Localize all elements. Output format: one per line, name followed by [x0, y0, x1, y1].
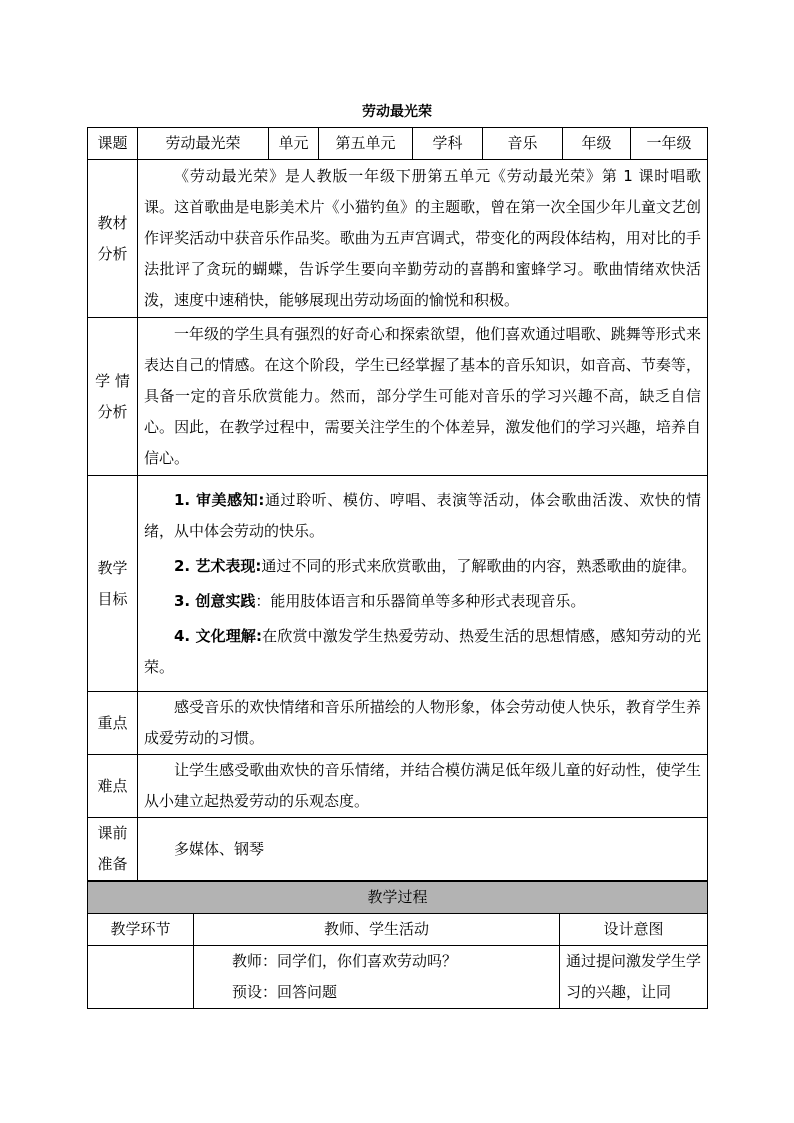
unit-label: 单元: [269, 128, 319, 160]
goal-title: 3. 创意实践: [174, 591, 256, 610]
students-label: [88, 318, 138, 476]
subject-value: 音乐: [483, 128, 563, 160]
goal-text: 通过不同的形式来欣赏歌曲，了解歌曲的内容，熟悉歌曲的旋律。: [261, 556, 697, 575]
process-intent-cell: 通过提问激发学生学习的兴趣，让同: [560, 946, 708, 1009]
preparation-label: [88, 818, 138, 881]
goal-item: [144, 551, 701, 582]
header-row: [88, 128, 708, 160]
process-heading-row: [88, 882, 708, 914]
activity-line: 教师：同学们，你们喜欢劳动吗？: [232, 952, 458, 970]
goal-text: 通过聆听、模仿、哼唱、表演等活动，体会歌曲活泼、欢快的情绪，从中体会劳动的快乐。: [144, 490, 701, 540]
goal-title: 4. 文化理解:: [174, 626, 263, 645]
preparation-text: 多媒体、钢琴: [138, 818, 708, 881]
goals-row: [88, 476, 708, 692]
analysis-label-line1: 教材: [97, 213, 128, 232]
difficulty-text: 让学生感受歌曲欢快的音乐情绪，并结合模仿满足低年级儿童的好动性，使学生从小建立起热爱劳动的乐观态度。: [138, 755, 708, 818]
analysis-text: 《劳动最光荣》是人教版一年级下册第五单元《劳动最光荣》第 1 课时唱歌课。这首歌曲是电影美术片《小猫钓鱼》的主题歌，曾在第一次全国少年儿童文艺创作评奖活动中获音乐作品奖。歌曲为五声宫调式，带变化的两段体结构，用对比的手法批评了贪玩的蝴蝶，告诉学生要向辛勤劳动的喜鹊和蜜蜂学习。歌曲情绪欢快活泼，速度中速稍快，能够展现出劳动场面的愉悦和积极。: [138, 160, 708, 318]
key-point-text: 感受音乐的欢快情绪和音乐所描绘的人物形象，体会劳动使人快乐，教育学生养成爱劳动的习惯。: [138, 692, 708, 755]
analysis-label-line2: 分析: [97, 244, 128, 263]
goal-item: [144, 485, 701, 547]
lesson-info-table: [87, 127, 708, 881]
page-title: 劳动最光荣: [362, 104, 432, 120]
goals-content: [138, 476, 708, 692]
course-value: 劳动最光荣: [138, 128, 269, 160]
subject-label: 学科: [413, 128, 483, 160]
difficulty-label: 难点: [88, 755, 138, 818]
goals-label-line2: 目标: [97, 589, 128, 608]
preparation-label-line1: 课前: [97, 824, 128, 842]
col-activity: 教师、学生活动: [194, 914, 560, 946]
activity-line: 预设：回答问题: [232, 983, 338, 1001]
process-table: [87, 881, 708, 1009]
goal-text: 在欣赏中激发学生热爱劳动、热爱生活的思想情感，感知劳动的光荣。: [144, 626, 701, 676]
process-stage-cell: [88, 946, 194, 1009]
students-label-line1: 学 情: [95, 371, 130, 390]
goal-item: [144, 621, 701, 683]
goal-title: 1. 审美感知:: [174, 490, 265, 509]
process-activity-cell: [194, 946, 560, 1009]
goals-label: [88, 476, 138, 692]
difficulty-row: [88, 755, 708, 818]
process-columns-row: [88, 914, 708, 946]
students-label-line2: 分析: [97, 402, 128, 421]
preparation-label-line2: 准备: [97, 855, 128, 873]
analysis-label: [88, 160, 138, 318]
goal-item: [144, 586, 701, 617]
process-row: [88, 946, 708, 1009]
students-text: 一年级的学生具有强烈的好奇心和探索欲望，他们喜欢通过唱歌、跳舞等形式来表达自己的情感。在这个阶段，学生已经掌握了基本的音乐知识，如音高、节奏等，具备一定的音乐欣赏能力。然而，部分学生可能对音乐的学习兴趣不高，缺乏自信心。因此，在教学过程中，需要关注学生的个体差异，激发他们的学习兴趣，培养自信心。: [138, 318, 708, 476]
preparation-row: [88, 818, 708, 881]
course-label: 课题: [88, 128, 138, 160]
key-point-row: [88, 692, 708, 755]
analysis-row: [88, 160, 708, 318]
grade-label: 年级: [563, 128, 631, 160]
key-point-label: 重点: [88, 692, 138, 755]
process-heading: 教学过程: [88, 882, 708, 914]
students-row: [88, 318, 708, 476]
col-intent: 设计意图: [560, 914, 708, 946]
goal-text: ：能用肢体语言和乐器简单等多种形式表现音乐。: [255, 591, 586, 610]
goal-title: 2. 艺术表现:: [174, 556, 262, 575]
goals-label-line1: 教学: [97, 558, 128, 577]
col-stage: 教学环节: [88, 914, 194, 946]
unit-value: 第五单元: [319, 128, 413, 160]
grade-value: 一年级: [631, 128, 708, 160]
